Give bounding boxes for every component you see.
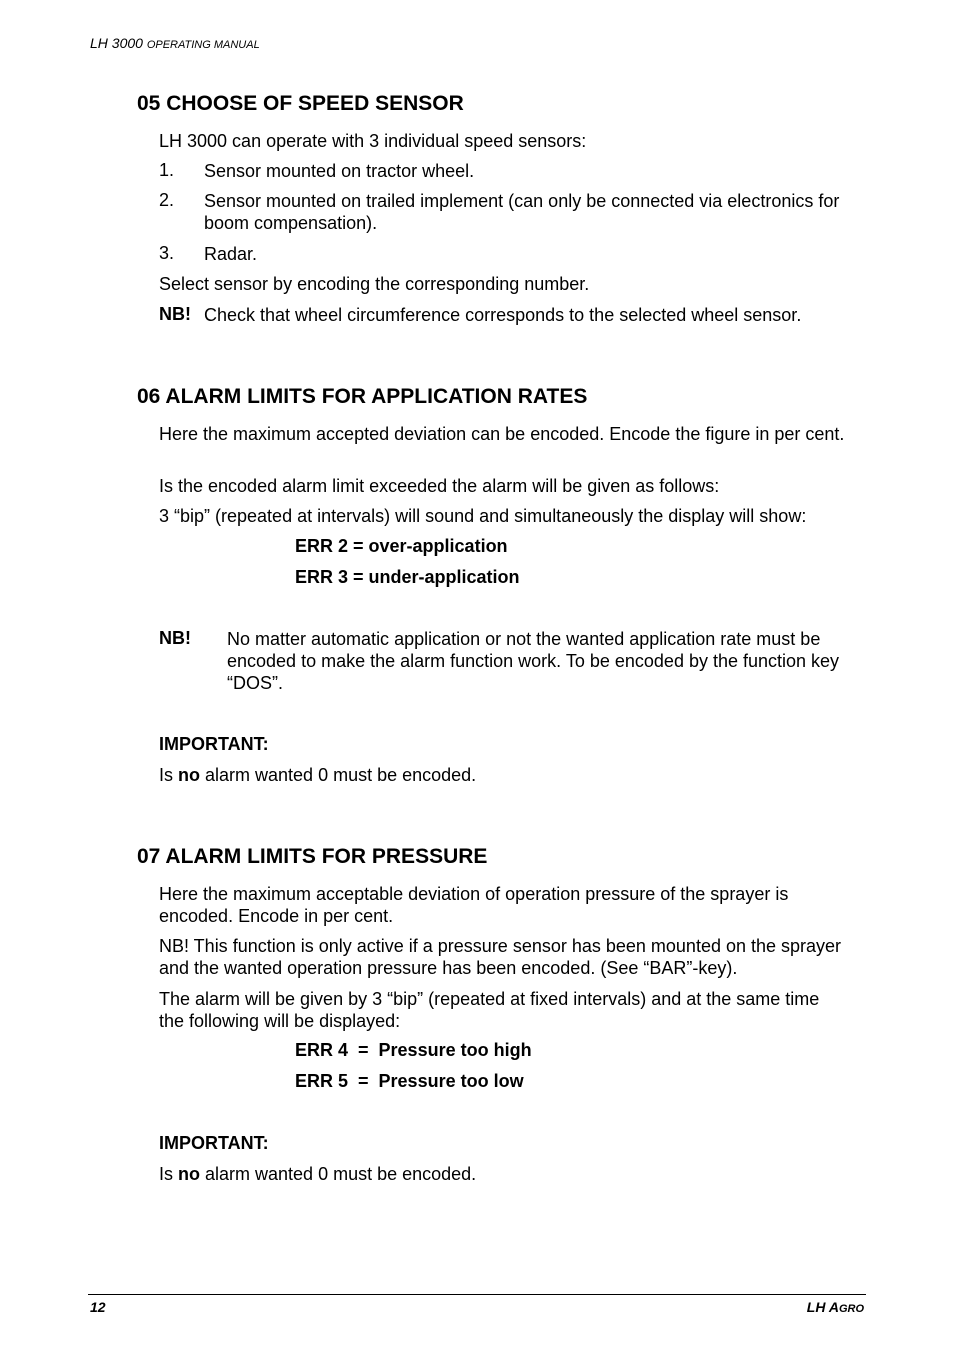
footer-rule xyxy=(88,1294,866,1295)
error-code-line: ERR 3 = under-application xyxy=(295,567,520,587)
page-number: 12 xyxy=(90,1299,106,1315)
running-header xyxy=(90,35,260,51)
nb-label: NB! xyxy=(159,304,191,324)
section-05-title: 05 CHOOSE OF SPEED SENSOR xyxy=(137,92,464,115)
important-text: Is no alarm wanted 0 must be encoded. xyxy=(159,1164,477,1184)
list-item-text: Sensor mounted on tractor wheel. xyxy=(204,161,475,181)
section-07-para-1: Here the maximum acceptable deviation of operation pressure of the sprayer is encoded. Encode in per cent. xyxy=(159,884,789,926)
section-06-title: 06 ALARM LIMITS FOR APPLICATION RATES xyxy=(137,385,588,408)
section-05-intro: LH 3000 can operate with 3 individual speed sensors: xyxy=(159,131,587,151)
error-code-line: ERR 2 = over-application xyxy=(295,536,508,556)
list-item-text: Sensor mounted on trailed implement (can only be connected via electronics for boom compensation). xyxy=(204,191,840,233)
list-item-number: 2. xyxy=(159,190,175,210)
section-07-para-2: NB! This function is only active if a pressure sensor has been mounted on the sprayer and the wanted operation pressure has been encoded. (See “BAR”-key). xyxy=(159,936,842,978)
important-heading: IMPORTANT: xyxy=(159,734,269,754)
section-07-para-3: The alarm will be given by 3 “bip” (repeated at fixed intervals) and at the same time the following will be displayed: xyxy=(159,989,820,1031)
important-text: Is no alarm wanted 0 must be encoded. xyxy=(159,765,477,785)
section-06-para-1: Here the maximum accepted deviation can be encoded. Encode the figure in per cent. xyxy=(159,424,845,444)
footer-brand: LH AGRO xyxy=(806,1299,864,1315)
list-item-text: Radar. xyxy=(204,244,258,264)
section-06-para-2: Is the encoded alarm limit exceeded the alarm will be given as follows: xyxy=(159,476,720,496)
list-item-number: 3. xyxy=(159,243,175,263)
header-subtitle: OPERATING MANUAL xyxy=(146,39,260,51)
nb-text: Check that wheel circumference corresponds to the selected wheel sensor. xyxy=(204,305,802,325)
nb-text: No matter automatic application or not the wanted application rate must be encoded to make the alarm function work. To be encoded by the function key “DOS”. xyxy=(227,629,840,693)
error-code-line: ERR 4 = Pressure too high xyxy=(295,1040,532,1060)
header-title: LH 3000 xyxy=(90,35,143,51)
error-code-line: ERR 5 = Pressure too low xyxy=(295,1071,524,1091)
nb-label: NB! xyxy=(159,628,191,648)
list-item-number: 1. xyxy=(159,160,175,180)
section-06-para-3: 3 “bip” (repeated at intervals) will sound and simultaneously the display will show: xyxy=(159,506,807,526)
section-07-title: 07 ALARM LIMITS FOR PRESSURE xyxy=(137,845,488,868)
important-heading: IMPORTANT: xyxy=(159,1133,269,1153)
section-05-select-text: Select sensor by encoding the corresponding number. xyxy=(159,274,590,294)
